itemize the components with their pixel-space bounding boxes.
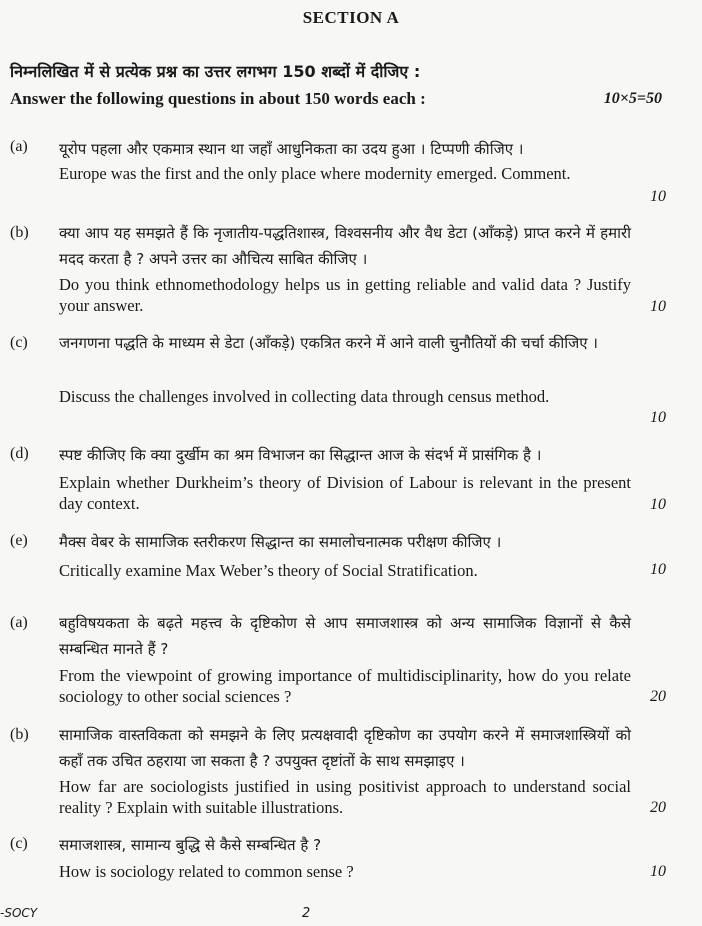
- question-english: Do you think ethnomethodology helps us in getting reliable and valid data ? Justify your answer.: [59, 275, 631, 315]
- question-label: (e): [10, 532, 28, 549]
- question-hindi: समाजशास्त्र, सामान्य बुद्धि से कैसे सम्बन्धित है ?: [59, 836, 322, 854]
- question-hindi: जनगणना पद्धति के माध्यम से डेटा (आँकड़े) एकत्रित करने में आने वाली चुनौतियों की चर्चा कीजिए ।: [59, 334, 598, 352]
- question-label: (b): [10, 224, 29, 241]
- question-marks: 10: [650, 863, 666, 880]
- page-number: 2: [302, 906, 311, 921]
- question-english: How is sociology related to common sense ?: [59, 862, 354, 881]
- question-english: Critically examine Max Weber’s theory of Social Stratification.: [59, 561, 478, 580]
- question-label: (c): [10, 835, 28, 852]
- instruction-hindi: निम्नलिखित में से प्रत्येक प्रश्न का उत्तर लगभग 150 शब्दों में दीजिए :: [10, 62, 421, 81]
- question-hindi: मैक्स वेबर के सामाजिक स्तरीकरण सिद्धान्त का समालोचनात्मक परीक्षण कीजिए ।: [59, 533, 502, 551]
- question-label: (a): [10, 614, 28, 631]
- question-marks: 10: [650, 298, 666, 315]
- question-english: From the viewpoint of growing importance of multidisciplinarity, how do you relate sociology to other social sciences ?: [59, 666, 631, 706]
- question-hindi: यूरोप पहला और एकमात्र स्थान था जहाँ आधुनिकता का उदय हुआ । टिप्पणी कीजिए ।: [59, 140, 524, 158]
- question-label: (a): [10, 138, 28, 155]
- paper-code: -SOCY: [0, 906, 38, 920]
- question-marks: 10: [650, 561, 666, 578]
- question-hindi: क्या आप यह समझते हैं कि नृजातीय-पद्धतिशास्त्र, विश्वसनीय और वैध डेटा (आँकड़े) प्राप्त करने में हमारी मदद करता है ? अपने उत्तर का औचित्य साबित कीजिए ।: [59, 224, 631, 268]
- total-marks: 10×5=50: [603, 90, 662, 107]
- question-english: Discuss the challenges involved in collecting data through census method.: [59, 387, 550, 406]
- question-label: (d): [10, 445, 29, 462]
- question-marks: 10: [650, 188, 666, 205]
- question-hindi: सामाजिक वास्तविकता को समझने के लिए प्रत्यक्षवादी दृष्टिकोण का उपयोग करने में समाजशास्त्रियों को कहाँ तक उचित ठहराया जा सकता है ? उपयुक्त दृष्टांतों के साथ समझाइए ।: [59, 726, 631, 770]
- question-hindi: स्पष्ट कीजिए कि क्या दुर्खीम का श्रम विभाजन का सिद्धान्त आज के संदर्भ में प्रासंगिक है ।: [59, 446, 542, 464]
- question-label: (c): [10, 334, 28, 351]
- question-marks: 20: [650, 799, 666, 816]
- question-marks: 10: [650, 409, 666, 426]
- question-english: Explain whether Durkheim’s theory of Division of Labour is relevant in the present day context.: [59, 473, 631, 513]
- question-label: (b): [10, 726, 29, 743]
- question-marks: 10: [650, 496, 666, 513]
- question-hindi: बहुविषयकता के बढ़ते महत्त्व के दृष्टिकोण से आप समाजशास्त्र को अन्य सामाजिक विज्ञानों से कैसे सम्बन्धित मानते हैं ?: [59, 614, 631, 658]
- question-marks: 20: [650, 688, 666, 705]
- question-english: How far are sociologists justified in using positivist approach to understand social reality ? Explain with suitable illustrations.: [59, 777, 631, 817]
- instruction-english: Answer the following questions in about 150 words each :: [10, 89, 426, 108]
- question-english: Europe was the first and the only place where modernity emerged. Comment.: [59, 164, 571, 183]
- section-title: SECTION A: [302, 8, 400, 27]
